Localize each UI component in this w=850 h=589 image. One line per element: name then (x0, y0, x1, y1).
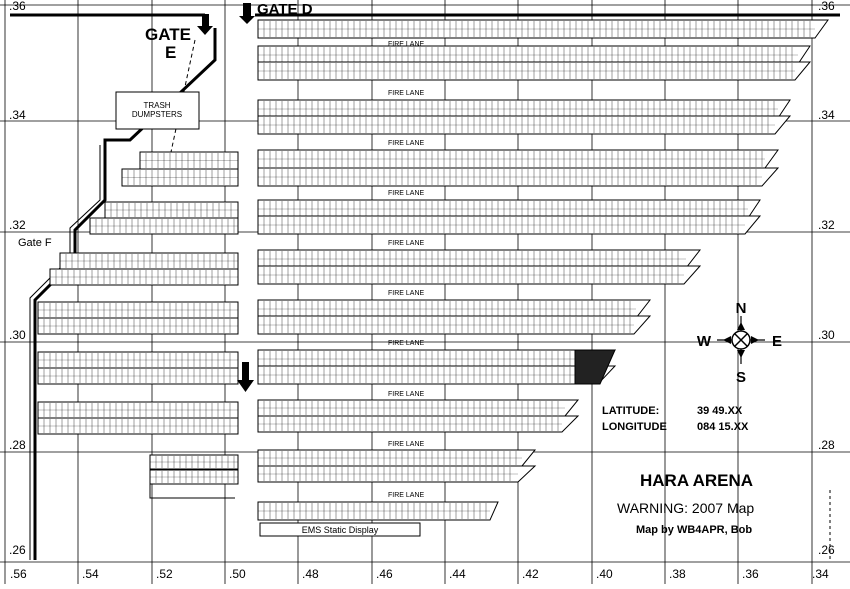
longitude-tick: .46 (376, 567, 393, 581)
longitude-tick: .50 (229, 567, 246, 581)
latitude-tick-right: .36 (818, 0, 835, 13)
map-title: HARA ARENA (640, 471, 754, 490)
fire-lane-label: FIRE LANE (388, 140, 425, 147)
compass-north: N (735, 300, 747, 317)
parking-row (258, 416, 578, 432)
parking-row (90, 218, 238, 234)
parking-row (258, 100, 790, 118)
parking-row (60, 253, 238, 269)
parking-row (258, 200, 760, 218)
compass-rose (697, 300, 782, 386)
parking-row (38, 418, 238, 434)
parking-row (105, 202, 238, 218)
latitude-labels-left (9, 0, 26, 557)
parking-row (258, 266, 700, 284)
latitude-value: 39 49.XX (697, 405, 743, 417)
parking-row (50, 269, 238, 285)
fire-lane-label: FIRE LANE (388, 492, 425, 499)
parking-row (258, 46, 810, 64)
latitude-tick-left: .34 (9, 108, 26, 122)
map-credit: Map by WB4APR, Bob (636, 524, 753, 536)
parking-row (258, 150, 778, 168)
parking-row (38, 368, 238, 384)
latitude-labels-right (818, 0, 835, 557)
parking-row (38, 318, 238, 334)
longitude-labels (10, 567, 829, 581)
parking-row (150, 455, 238, 469)
fire-lane-label: FIRE LANE (388, 90, 425, 97)
fire-lane-label: FIRE LANE (388, 340, 425, 347)
parking-row (258, 20, 828, 38)
coordinates-info (602, 405, 749, 433)
gate-e-arrow-icon (197, 14, 213, 35)
latitude-tick-right: .28 (818, 438, 835, 452)
compass-west: W (696, 333, 712, 350)
parking-row (38, 402, 238, 418)
trash-label-line2: DUMPSTERS (131, 110, 183, 119)
gate-e-label-line2: E (165, 43, 177, 62)
parking-row (258, 366, 615, 384)
compass-south: S (735, 369, 747, 386)
longitude-tick: .36 (742, 567, 759, 581)
latitude-tick-left: .36 (9, 0, 26, 13)
latitude-tick-left: .26 (9, 543, 26, 557)
parking-row (140, 152, 238, 169)
parking-row (258, 450, 535, 466)
gate-e-label-line1: GATE (145, 25, 191, 44)
longitude-tick: .56 (10, 567, 27, 581)
parking-row (258, 466, 535, 482)
gate-d-arrow-icon (239, 3, 255, 24)
parking-row (258, 62, 810, 80)
title-block (617, 471, 754, 536)
ems-label: EMS Static Display (301, 525, 379, 535)
longitude-tick: .48 (302, 567, 319, 581)
parking-row (38, 302, 238, 318)
ems-static-display (260, 523, 420, 536)
gate-e (145, 14, 213, 62)
parking-row (258, 502, 498, 520)
fire-lane-label: FIRE LANE (388, 41, 425, 48)
latitude-tick-right: .34 (818, 108, 835, 122)
fire-lane-label: FIRE LANE (388, 441, 425, 448)
parking-row (258, 216, 760, 234)
gate-d-label: GATE D (257, 1, 313, 18)
fire-lane-label: FIRE LANE (388, 290, 425, 297)
longitude-tick: .54 (82, 567, 99, 581)
latitude-tick-right: .30 (818, 328, 835, 342)
longitude-tick: .42 (522, 567, 539, 581)
longitude-tick: .44 (449, 567, 466, 581)
trash-label-line1: TRASH (143, 101, 171, 110)
compass-east: E (771, 333, 783, 350)
parking-row (258, 350, 615, 368)
latitude-tick-left: .32 (9, 218, 26, 232)
parking-row (38, 352, 238, 368)
parking-row (258, 116, 790, 134)
latitude-tick-left: .28 (9, 438, 26, 452)
fire-lane-label: FIRE LANE (388, 240, 425, 247)
latitude-tick-right: .32 (818, 218, 835, 232)
longitude-value: 084 15.XX (697, 421, 749, 433)
entrance-arrow-icon (237, 362, 254, 392)
parking-row (258, 400, 578, 416)
fire-lane-label: FIRE LANE (388, 391, 425, 398)
map-warning: WARNING: 2007 Map (617, 500, 755, 516)
latitude-tick-right: .26 (818, 543, 835, 557)
fire-lane-label: FIRE LANE (388, 190, 425, 197)
longitude-tick: .38 (669, 567, 686, 581)
parking-row (258, 300, 650, 318)
parking-row (150, 470, 238, 484)
trash-dumpsters (116, 92, 199, 129)
parking-row (258, 168, 778, 186)
parking-row (258, 250, 700, 268)
longitude-tick: .34 (812, 567, 829, 581)
latitude-tick-left: .30 (9, 328, 26, 342)
longitude-tick: .40 (596, 567, 613, 581)
parking-row (258, 316, 650, 334)
latitude-label: LATITUDE: (602, 405, 660, 417)
parking-row (122, 169, 238, 186)
longitude-tick: .52 (156, 567, 173, 581)
longitude-label: LONGITUDE (602, 421, 667, 433)
gate-f-label: Gate F (18, 237, 52, 249)
